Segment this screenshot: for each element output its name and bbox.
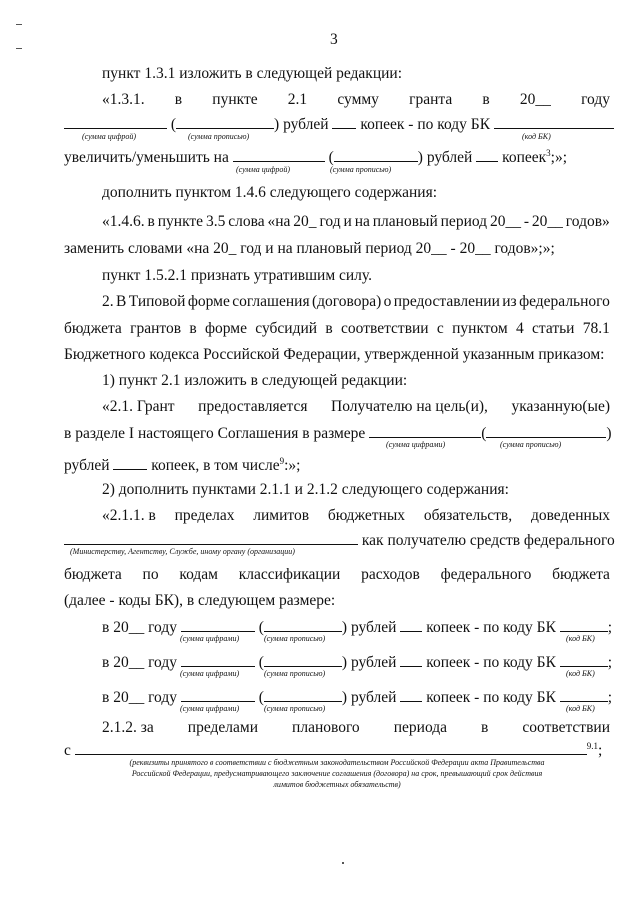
paragraph-line: 1) пункт 2.1 изложить в следующей редакции: xyxy=(102,372,408,389)
blank-field xyxy=(369,423,481,438)
blank-field xyxy=(560,687,608,702)
text: ; xyxy=(607,619,613,636)
scan-mark xyxy=(16,24,22,25)
word: пределами xyxy=(187,719,259,736)
text: в 20__ году xyxy=(102,619,177,636)
blank-field xyxy=(181,687,255,702)
word: бюджета xyxy=(64,566,122,583)
word: бюджета xyxy=(552,566,610,583)
field-caption: (сумма цифрой) xyxy=(82,132,137,141)
paragraph-line-justified xyxy=(102,398,610,416)
bracket: ( xyxy=(170,116,177,133)
word: «2.1. Грант xyxy=(102,398,175,415)
text: копеек - по коду БК xyxy=(426,619,556,636)
blank-field xyxy=(400,687,422,702)
amount-row xyxy=(102,617,612,637)
page-number: 3 xyxy=(330,31,338,48)
word: Типовой xyxy=(128,293,186,310)
field-caption: (сумма цифрой) xyxy=(236,165,291,174)
word: в xyxy=(481,719,489,736)
field-caption: (сумма цифрами) xyxy=(180,704,240,713)
fill-in-line xyxy=(64,455,300,475)
word: период xyxy=(440,213,488,230)
word: предоставляется xyxy=(198,398,308,415)
blank-field xyxy=(176,114,274,129)
word: в xyxy=(174,91,183,108)
bracket: ) xyxy=(606,425,612,442)
field-caption: (Министерству, Агентству, Службе, иному органу (организации) xyxy=(70,547,295,556)
word: доведенных xyxy=(530,507,610,524)
text: копеек - по коду БК xyxy=(426,654,556,671)
blank-field xyxy=(334,147,418,162)
bracket: ( xyxy=(258,654,264,671)
word: пункте xyxy=(212,91,258,108)
paragraph-line: пункт 1.5.2.1 признать утратившим силу. xyxy=(102,267,372,284)
word: форме xyxy=(187,293,230,310)
field-caption: (сумма цифрами) xyxy=(386,440,446,449)
text: ) рублей xyxy=(274,116,329,133)
paragraph-line: дополнить пунктом 1.4.6 следующего содержания: xyxy=(102,184,437,201)
word: соглашения xyxy=(232,293,310,310)
bracket: ( xyxy=(258,619,264,636)
text: копеек, в том числе xyxy=(151,457,280,474)
text: как получателю средств федерального xyxy=(361,532,615,549)
scan-mark xyxy=(16,48,22,49)
word: 2.1 xyxy=(287,91,308,108)
text: копеек - по коду БК xyxy=(426,689,556,706)
paragraph-line-justified xyxy=(102,91,610,109)
word: в xyxy=(147,213,155,230)
blank-field xyxy=(181,617,255,632)
bracket: ( xyxy=(258,689,264,706)
word: гранта xyxy=(409,91,453,108)
word: бюджетных xyxy=(327,507,406,524)
blank-field xyxy=(264,617,342,632)
word: указанную(ые) xyxy=(511,398,610,415)
paragraph-line-justified xyxy=(64,320,610,338)
word: бюджета xyxy=(64,320,122,337)
word: пределах xyxy=(174,507,235,524)
word: пунктом xyxy=(452,320,508,337)
word: 78.1 xyxy=(582,320,610,337)
blank-field xyxy=(264,687,342,702)
field-caption: (код БК) xyxy=(566,704,595,713)
word: слова xyxy=(228,213,265,230)
field-caption: (сумма прописью) xyxy=(264,704,326,713)
blank-field xyxy=(64,530,358,545)
word: из xyxy=(502,293,517,310)
word: 20__ xyxy=(489,213,521,230)
word: соответствии xyxy=(341,320,429,337)
paragraph-line-justified xyxy=(102,213,610,231)
word: федерального xyxy=(519,293,610,310)
fill-in-line xyxy=(64,114,614,134)
word: расходов xyxy=(361,566,420,583)
blank-field xyxy=(233,147,325,162)
word: форме xyxy=(204,320,247,337)
word: о xyxy=(383,293,392,310)
field-caption: (сумма прописью) xyxy=(264,634,326,643)
bracket: ( xyxy=(328,149,334,166)
word: и xyxy=(343,213,352,230)
blank-field xyxy=(113,455,147,470)
word: «2.1.1. в xyxy=(102,507,156,524)
amount-row xyxy=(102,687,612,707)
fill-in-line xyxy=(64,740,602,760)
paragraph-line-justified xyxy=(102,507,610,525)
text: ) рублей xyxy=(341,654,397,671)
paragraph-line: (далее - коды БК), в следующем размере: xyxy=(64,592,336,609)
word: 20__ xyxy=(519,91,551,108)
field-caption: (код БК) xyxy=(522,132,551,141)
word: соответствии xyxy=(522,719,610,736)
word: «1.4.6. xyxy=(102,213,145,230)
paragraph-line: пункт 1.3.1 изложить в следующей редакции: xyxy=(102,65,403,82)
text: в 20__ году xyxy=(102,654,177,671)
paragraph-line: Бюджетного кодекса Российской Федерации, утвержденной указанным приказом: xyxy=(64,346,605,363)
scan-mark xyxy=(342,862,344,864)
word: обязательств, xyxy=(423,507,513,524)
paragraph-line: 2) дополнить пунктами 2.1.1 и 2.1.2 следующего содержания: xyxy=(102,481,509,498)
fill-in-line xyxy=(64,147,567,167)
field-caption: (код БК) xyxy=(566,669,595,678)
field-caption: Российской Федерации, предусматривающего заключение соглашения (договора) на срок, превышающий срок действия xyxy=(131,769,543,778)
text: :»; xyxy=(284,457,301,474)
word: в xyxy=(482,91,490,108)
word: В xyxy=(116,293,127,310)
word: (договора) xyxy=(311,293,382,310)
blank-field xyxy=(560,652,608,667)
text: увеличить/уменьшить на xyxy=(64,149,229,166)
text: ) рублей xyxy=(341,619,397,636)
amount-row xyxy=(102,652,612,672)
word: пункте xyxy=(157,213,204,230)
text: с xyxy=(64,742,71,759)
word: на xyxy=(354,213,370,230)
word: в xyxy=(189,320,197,337)
paragraph-line-justified xyxy=(102,293,610,311)
word: с xyxy=(436,320,444,337)
blank-field xyxy=(494,114,614,129)
word: по xyxy=(142,566,159,583)
blank-field xyxy=(400,617,422,632)
word: грантов xyxy=(130,320,182,337)
text: копеек xyxy=(502,149,547,166)
text: рублей xyxy=(64,457,110,474)
field-caption: (сумма прописью) xyxy=(330,165,392,174)
paragraph-line-justified xyxy=(102,719,610,737)
text: копеек - по коду БК xyxy=(360,116,491,133)
word: в xyxy=(325,320,333,337)
word: статьи xyxy=(532,320,575,337)
paragraph-line-justified xyxy=(64,566,610,584)
field-caption: (сумма прописью) xyxy=(500,440,562,449)
field-caption: (сумма прописью) xyxy=(264,669,326,678)
field-caption: (код БК) xyxy=(566,634,595,643)
blank-field xyxy=(486,423,606,438)
text: в 20__ году xyxy=(102,689,177,706)
paragraph-line: заменить словами «на 20_ год и на плановый период 20__ - 20__ годов»;»; xyxy=(64,240,555,257)
word: 20__ xyxy=(531,213,563,230)
word: периода xyxy=(393,719,448,736)
word: «на xyxy=(267,213,291,230)
word: 2.1.2. за xyxy=(102,719,154,736)
word: планового xyxy=(292,719,360,736)
word: годов» xyxy=(565,213,610,230)
word: - xyxy=(523,213,530,230)
word: 2. xyxy=(102,293,114,310)
bracket: ( xyxy=(481,425,487,442)
field-caption: лимитов бюджетных обязательств) xyxy=(273,780,401,789)
word: субсидий xyxy=(255,320,318,337)
word: году xyxy=(581,91,610,108)
word: 20_ xyxy=(293,213,317,230)
text: ) рублей xyxy=(341,689,397,706)
text: ;»; xyxy=(550,149,568,166)
blank-field xyxy=(181,652,255,667)
word: «1.3.1. xyxy=(102,91,145,108)
text: ; xyxy=(607,654,613,671)
word: Получателю на цель(и), xyxy=(331,398,488,415)
word: классификации xyxy=(238,566,341,583)
field-caption: (реквизиты принятого в соответствии с бюджетным законодательством Российской Федерации акта Правительства xyxy=(129,758,545,767)
word: федерального xyxy=(440,566,532,583)
footnote-ref: 9.1 xyxy=(586,740,599,751)
word: год xyxy=(319,213,341,230)
word: лимитов xyxy=(253,507,310,524)
text: ) рублей xyxy=(417,149,473,166)
field-caption: (сумма прописью) xyxy=(188,132,250,141)
text: в разделе I настоящего Соглашения в размере xyxy=(64,425,366,442)
blank-field xyxy=(64,114,167,129)
blank-field xyxy=(400,652,422,667)
field-caption: (сумма цифрами) xyxy=(180,669,240,678)
field-caption: (сумма цифрами) xyxy=(180,634,240,643)
blank-field xyxy=(332,114,356,129)
word: предоставлении xyxy=(393,293,500,310)
footnote-ref: 9 xyxy=(279,455,285,466)
blank-field xyxy=(560,617,608,632)
word: 4 xyxy=(515,320,524,337)
text: ; xyxy=(598,742,603,759)
word: кодам xyxy=(179,566,218,583)
blank-field xyxy=(264,652,342,667)
word: 3.5 xyxy=(205,213,226,230)
footnote-ref: 3 xyxy=(546,147,551,158)
word: плановый xyxy=(372,213,438,230)
blank-field xyxy=(476,147,498,162)
word: сумму xyxy=(337,91,379,108)
blank-field xyxy=(75,740,587,755)
text: ; xyxy=(607,689,613,706)
